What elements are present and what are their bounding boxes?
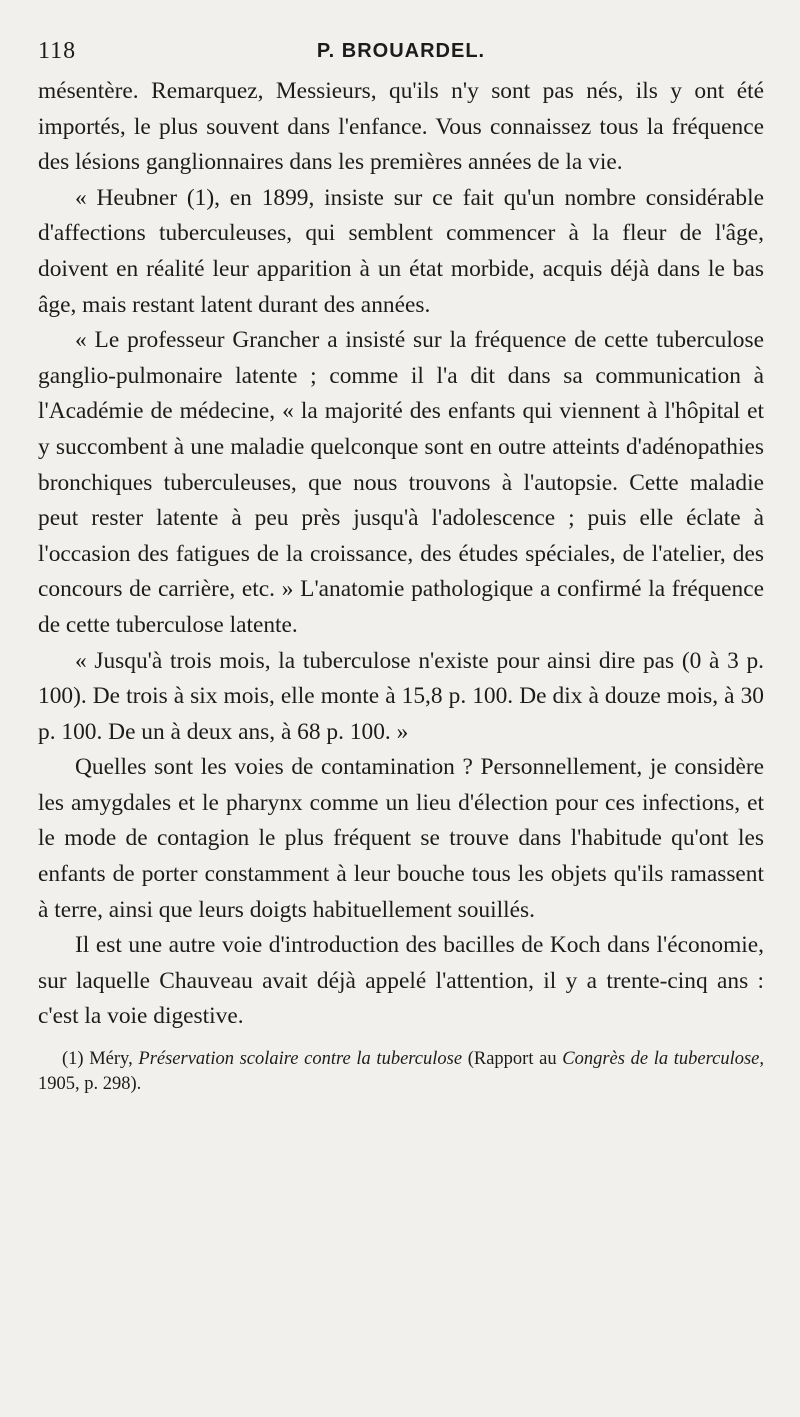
footnote-marker: (1) <box>62 1049 84 1070</box>
footnote-source-open: (Rapport au <box>467 1049 557 1070</box>
paragraph: Quelles sont les voies de contamination ? Personnellement, je considère les amygdales et le pharynx comme un lieu d'élection pour ces infections, et le mode de contagion le plus fréquent se trouve dans l'habitude qu'ont les enfants de porter constamment à leur bouche tous les objets qu'ils ramassent à terre, ainsi que leurs doigts habituellement souillés. <box>38 754 764 923</box>
footnote-congress: Congrès de la tuberculose, <box>562 1049 765 1070</box>
paragraph: mésentère. Remarquez, Messieurs, qu'ils n'y sont pas nés, ils y ont été importés, le plus souvent dans l'enfance. Vous connaissez tous la fréquence des lésions ganglionnaires dans les premières années de la vie. <box>38 78 764 176</box>
body-text <box>38 74 764 1035</box>
footnote-title: Préservation scolaire contre la tuberculose <box>138 1049 463 1070</box>
paragraph: Il est une autre voie d'introduction des bacilles de Koch dans l'économie, sur laquelle Chauveau avait déjà appelé l'attention, il y a trente-cinq ans : c'est la voie digestive. <box>38 932 764 1030</box>
running-head <box>38 28 764 68</box>
running-head-author: P. BROUARDEL. <box>316 40 486 62</box>
footnote-source-rest: 1905, p. 298). <box>38 1074 142 1095</box>
paragraph: « Jusqu'à trois mois, la tuberculose n'existe pour ainsi dire pas (0 à 3 p. 100). De trois à six mois, elle monte à 15,8 p. 100. De dix à douze mois, à 30 p. 100. De un à deux ans, à 68 p. 100. » <box>38 647 764 745</box>
paragraph: « Le professeur Grancher a insisté sur la fréquence de cette tuberculose ganglio-pulmonaire latente ; comme il l'a dit dans sa communication à l'Académie de médecine, « la majorité des enfants qui viennent à l'hôpital et y succombent à une maladie quelconque sont en outre atteints d'adénopathies bronchiques tuberculeuses, que nous trouvons à l'autopsie. Cette maladie peut rester latente à peu près jusqu'à l'adolescence ; puis elle éclate à l'occasion des fatigues de la croissance, des études spéciales, de l'atelier, des concours de carrière, etc. » L'anatomie pathologique a confirmé la fréquence de cette tuberculose latente. <box>38 327 764 638</box>
footnote-author: Méry, <box>89 1049 133 1070</box>
page-number: 118 <box>38 38 77 64</box>
footnote <box>38 1047 764 1097</box>
paragraph: « Heubner (1), en 1899, insiste sur ce fait qu'un nombre considérable d'affections tuberculeuses, qui semblent commencer à la fleur de l'âge, doivent en réalité leur apparition à un état morbide, acquis déjà dans le bas âge, mais restant latent durant des années. <box>38 184 764 318</box>
